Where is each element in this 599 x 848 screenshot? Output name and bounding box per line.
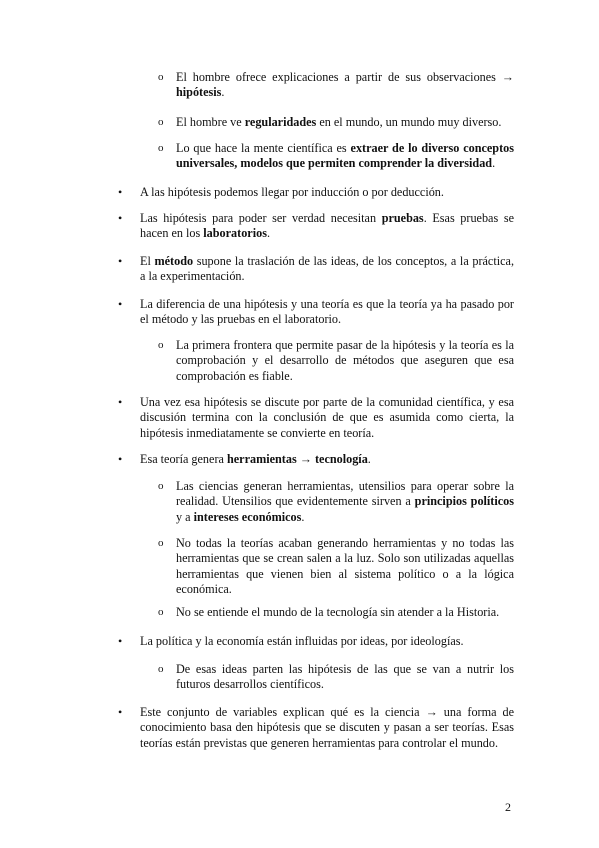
bullet: • [118, 297, 123, 311]
list-item: El método supone la traslación de las ideas, de los conceptos, a la práctica, a la experimentación. [140, 254, 514, 284]
bullet: • [118, 211, 123, 225]
list-item-sub: Lo que hace la mente científica es extraer de lo diverso conceptos universales, modelos que permiten comprender la diversidad. [176, 141, 514, 171]
list-item-sub: No todas la teorías acaban generando herramientas y no todas las herramientas que se crean salen a la luz. Solo son utilizadas aquellas herramientas que vienen bien al sistema político o a la lógica económica. [176, 536, 514, 596]
bullet: • [118, 254, 123, 268]
bullet: • [118, 395, 123, 409]
bullet: • [118, 185, 123, 199]
bullet-sub: o [158, 606, 164, 618]
list-item: Esa teoría genera herramientas → tecnología. [140, 452, 371, 466]
list-item-sub: La primera frontera que permite pasar de la hipótesis y la teoría es la comprobación y el desarrollo de métodos que aseguren que esa comprobación es fiable. [176, 338, 514, 383]
list-item: Este conjunto de variables explican qué es la ciencia → una forma de conocimiento basa den hipótesis que se discuten y pasan a ser teorías. Esas teorías están previstas que generen herramientas para controlar el mundo. [140, 705, 514, 750]
bullet: • [118, 452, 123, 466]
bullet-sub: o [158, 71, 164, 83]
bullet-sub: o [158, 663, 164, 675]
list-item-sub: Las ciencias generan herramientas, utensilios para operar sobre la realidad. Utensilios que evidentemente sirven a principios políticos y a intereses económicos. [176, 479, 515, 524]
list-item-sub: El hombre ve regularidades en el mundo, un mundo muy diverso. [176, 115, 502, 129]
bullet-sub: o [158, 116, 164, 128]
list-item: La diferencia de una hipótesis y una teoría es que la teoría ya ha pasado por el método y las pruebas en el laboratorio. [140, 297, 514, 327]
page-number: 2 [505, 800, 511, 814]
list-item: La política y la economía están influidas por ideas, por ideologías. [140, 634, 464, 648]
list-item: A las hipótesis podemos llegar por inducción o por deducción. [140, 185, 444, 199]
bullet-sub: o [158, 537, 164, 549]
list-item-sub: No se entiende el mundo de la tecnología sin atender a la Historia. [176, 605, 500, 619]
list-item-sub: De esas ideas parten las hipótesis de las que se van a nutrir los futuros desarrollos científicos. [176, 662, 514, 692]
bullet-sub: o [158, 142, 164, 154]
bullet: • [118, 705, 123, 719]
list-item: Las hipótesis para poder ser verdad necesitan pruebas. Esas pruebas se hacen en los laboratorios. [140, 211, 514, 241]
bullet: • [118, 634, 123, 648]
list-item-sub: El hombre ofrece explicaciones a partir de sus observaciones → hipótesis. [176, 70, 514, 100]
bullet-sub: o [158, 480, 164, 492]
list-item: Una vez esa hipótesis se discute por parte de la comunidad científica, y esa discusión termina con la conclusión de que es asumida como cierta, la hipótesis inmediatamente se convierte en teoría. [140, 395, 514, 440]
bullet-sub: o [158, 339, 164, 351]
